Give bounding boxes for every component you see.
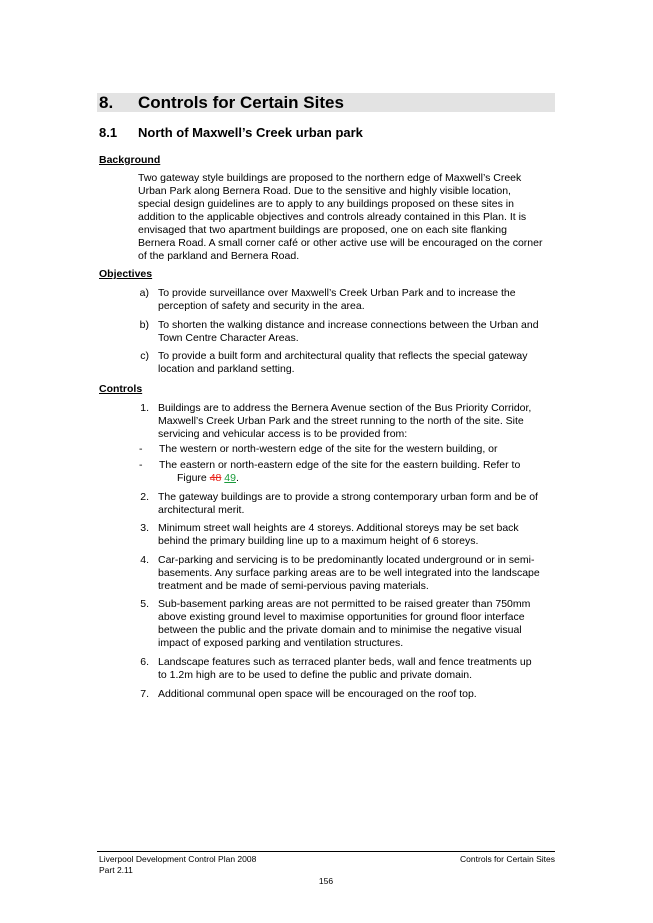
section-number: 8.1 — [99, 125, 118, 140]
item-line: location and parkland setting. — [158, 363, 295, 375]
paragraph-line: Urban Park along Bernera Road. Due to the sensitive and highly visible location, — [138, 185, 511, 197]
item-line: The gateway buildings are to provide a strong contemporary urban form and be of — [158, 491, 538, 503]
list-marker: 1. — [140, 402, 149, 414]
figure-suffix: . — [235, 472, 239, 484]
controls-heading: Controls — [99, 383, 143, 395]
chapter-number: 8. — [99, 93, 114, 112]
item-line: To provide surveillance over Maxwell’s Creek Urban Park and to increase the — [158, 287, 516, 299]
objectives-heading: Objectives — [99, 268, 153, 280]
item-line: to 1.2m high are to be used to define the public and private domain. — [158, 669, 473, 681]
item-line: Town Centre Character Areas. — [158, 332, 299, 344]
background-paragraph — [138, 172, 554, 263]
item-line: Landscape features such as terraced planter beds, wall and fence treatments up — [158, 656, 532, 668]
footer-part: Part 2.11 — [99, 865, 133, 875]
figure-number-deleted: 48 — [209, 472, 222, 484]
figure-number-inserted[interactable]: 49 — [224, 472, 236, 484]
list-marker: 4. — [140, 554, 149, 566]
list-marker: b) — [139, 319, 149, 331]
paragraph-line: special design guidelines are to apply to any buildings proposed on these sites in — [138, 198, 514, 210]
item-line: basements. Any surface parking areas are to be well integrated into the landscape — [158, 567, 540, 579]
paragraph-line: Bernera Road. A small corner café or other active use will be encouraged on the corner — [138, 237, 543, 249]
footer-divider — [97, 851, 555, 852]
item-line: impact of exposed parking and ventilation structures. — [158, 637, 404, 649]
item-line: perception of safety and security in the area. — [158, 300, 365, 312]
item-line: To provide a built form and architectural quality that reflects the special gateway — [158, 350, 528, 362]
figure-prefix: Figure — [177, 472, 210, 484]
paragraph-line: Two gateway style buildings are proposed to the northern edge of Maxwell’s Creek — [138, 172, 522, 184]
item-line: Additional communal open space will be encouraged on the roof top. — [158, 688, 477, 700]
item-line: To shorten the walking distance and increase connections between the Urban and — [158, 319, 539, 331]
item-line: Buildings are to address the Bernera Avenue section of the Bus Priority Corridor, — [158, 402, 532, 414]
sub-line: The western or north-western edge of the site for the western building, or — [159, 443, 498, 455]
item-line: Maxwell’s Creek Urban Park and the street running to the north of the site. Site — [158, 415, 524, 427]
background-heading: Background — [99, 154, 161, 166]
chapter-title: Controls for Certain Sites — [138, 93, 344, 112]
item-line: architectural merit. — [158, 504, 245, 516]
section-title: North of Maxwell’s Creek urban park — [138, 125, 363, 140]
paragraph-line: addition to the applicable objectives and controls already contained in this Plan. It is — [138, 211, 527, 223]
item-line: treatment and be made of semi-pervious paving materials. — [158, 580, 429, 592]
sub-dash: - — [139, 459, 143, 471]
list-marker: 7. — [140, 688, 149, 700]
item-line: Minimum street wall heights are 4 storeys. Additional storeys may be set back — [158, 522, 519, 534]
sub-item — [139, 443, 555, 456]
paragraph-line: envisaged that two apartment buildings are proposed, one on each site flanking — [138, 224, 507, 236]
paragraph-line: of the parkland and Bernera Road. — [138, 250, 300, 262]
list-marker: a) — [139, 287, 149, 299]
list-marker: 2. — [140, 491, 149, 503]
item-line: between the public and the private domain and to minimise the negative visual — [158, 624, 522, 636]
sub-line: The eastern or north-eastern edge of the site for the eastern building. Refer to — [159, 459, 521, 471]
list-marker: 3. — [140, 522, 149, 534]
list-marker: c) — [140, 350, 149, 362]
item-line: above existing ground level to maximise opportunities for ground floor interface — [158, 611, 525, 623]
item-line: Sub-basement parking areas are not permitted to be raised greater than 750mm — [158, 598, 531, 610]
footer-chapter-title: Controls for Certain Sites — [460, 854, 555, 864]
sub-item — [139, 459, 555, 472]
item-line: behind the primary building line up to a maximum height of 6 storeys. — [158, 535, 479, 547]
list-marker: 5. — [140, 598, 149, 610]
item-line: servicing and vehicular access is to be provided from: — [158, 428, 408, 440]
sub-dash: - — [139, 443, 143, 455]
list-marker: 6. — [140, 656, 149, 668]
footer-document-title: Liverpool Development Control Plan 2008 — [99, 854, 257, 864]
page-number: 156 — [318, 876, 334, 886]
figure-reference — [177, 472, 477, 485]
item-line: Car-parking and servicing is to be predominantly located underground or in semi- — [158, 554, 535, 566]
